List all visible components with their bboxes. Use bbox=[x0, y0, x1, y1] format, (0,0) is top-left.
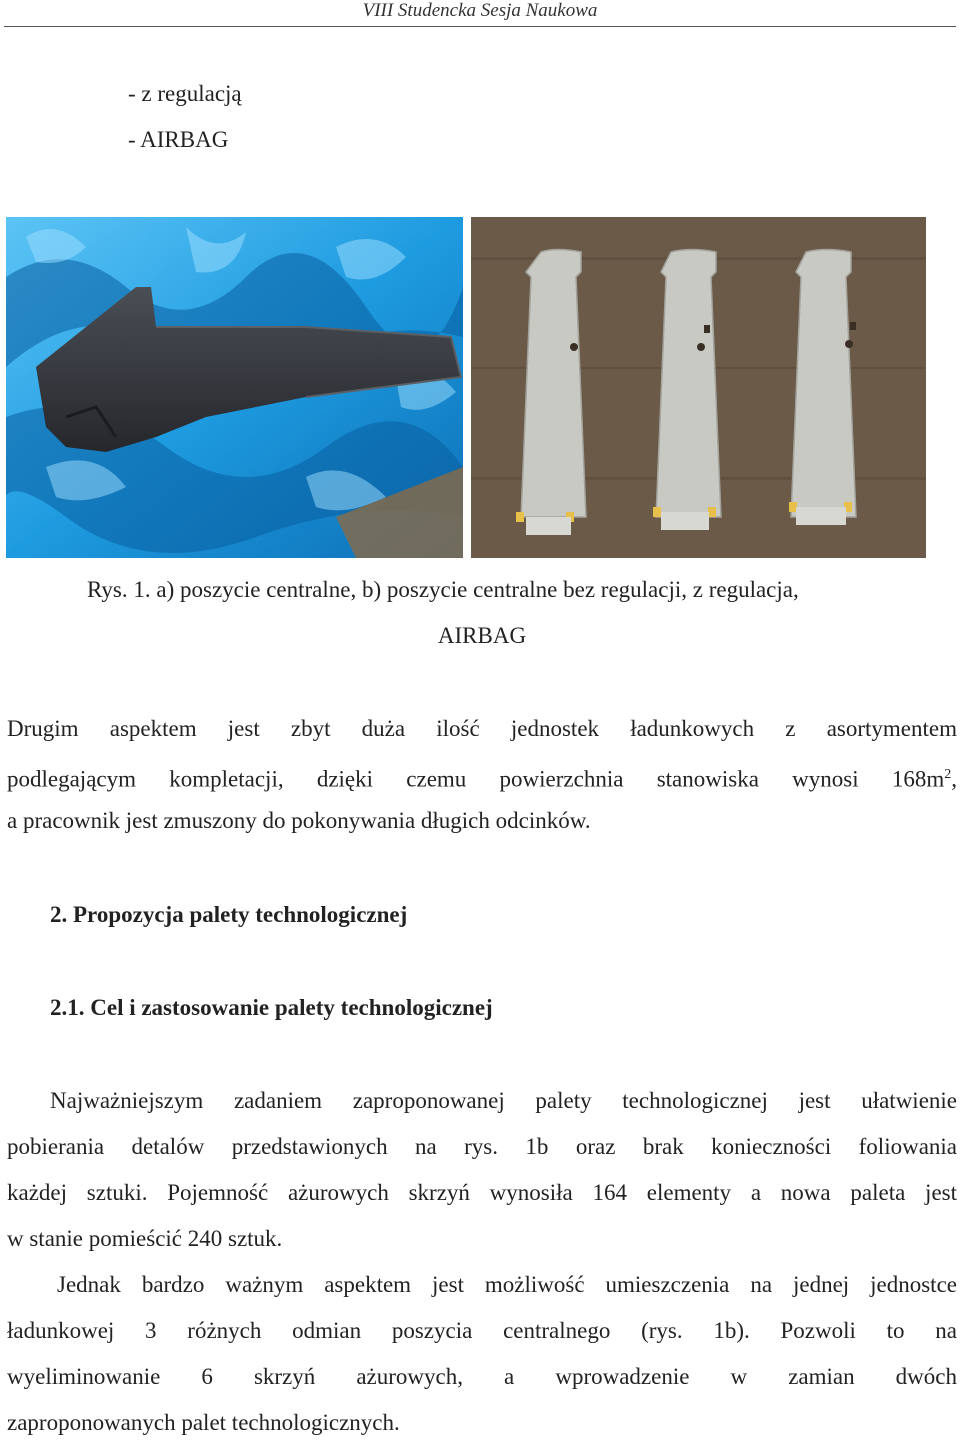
photo-three-panels bbox=[471, 217, 926, 558]
paragraph-line: Najważniejszym zadaniem zaproponowanej palety technologicznej jest ułatwienie bbox=[50, 1088, 957, 1113]
paragraph-line: pobierania detalów przedstawionych na rys. 1b oraz brak konieczności foliowania bbox=[7, 1134, 957, 1159]
superscript: 2 bbox=[944, 767, 952, 782]
figure-caption: Rys. 1. a) poszycie centralne, b) poszycie centralne bez regulacji, z regulacja, bbox=[87, 577, 799, 602]
paragraph-purpose bbox=[7, 1078, 957, 1446]
paragraph-line: zaproponowanych palet technologicznych. bbox=[7, 1410, 400, 1435]
bullet-regulation: - z regulacją bbox=[128, 81, 242, 106]
section-heading: 2. Propozycja palety technologicznej bbox=[50, 902, 408, 927]
bullet-airbag: - AIRBAG bbox=[128, 127, 229, 152]
running-header: VIII Studencka Sesja Naukowa bbox=[362, 0, 598, 21]
paragraph-line-text: podlegającym kompletacji, dzięki czemu powierzchnia stanowiska wynosi 168m bbox=[7, 766, 945, 792]
subsection-heading: 2.1. Cel i zastosowanie palety technologicznej bbox=[50, 995, 493, 1020]
paragraph-line: wyeliminowanie 6 skrzyń ażurowych, a wprowadzenie w zamian dwóch bbox=[7, 1364, 957, 1389]
figure-caption-continued: AIRBAG bbox=[437, 623, 527, 648]
paragraph-line: ładunkowej 3 różnych odmian poszycia centralnego (rys. 1b). Pozwoli to na bbox=[7, 1318, 957, 1343]
paragraph-line: Drugim aspektem jest zbyt duża ilość jednostek ładunkowych z asortymentem bbox=[7, 716, 957, 741]
paragraph-line: Jednak bardzo ważnym aspektem jest możliwość umieszczenia na jednej jednostce bbox=[57, 1272, 957, 1297]
paragraph-line: a pracownik jest zmuszony do pokonywania długich odcinków. bbox=[7, 808, 591, 833]
paragraph-aspect bbox=[7, 706, 957, 844]
paragraph-line: w stanie pomieścić 240 sztuk. bbox=[7, 1226, 283, 1251]
paragraph-line bbox=[7, 752, 957, 798]
paragraph-line-end: , bbox=[951, 766, 957, 792]
paragraph-line: każdej sztuki. Pojemność ażurowych skrzyń wynosiła 164 elementy a nowa paleta jest bbox=[7, 1180, 957, 1205]
photo-central-panel bbox=[6, 217, 463, 558]
header-divider bbox=[4, 26, 956, 27]
